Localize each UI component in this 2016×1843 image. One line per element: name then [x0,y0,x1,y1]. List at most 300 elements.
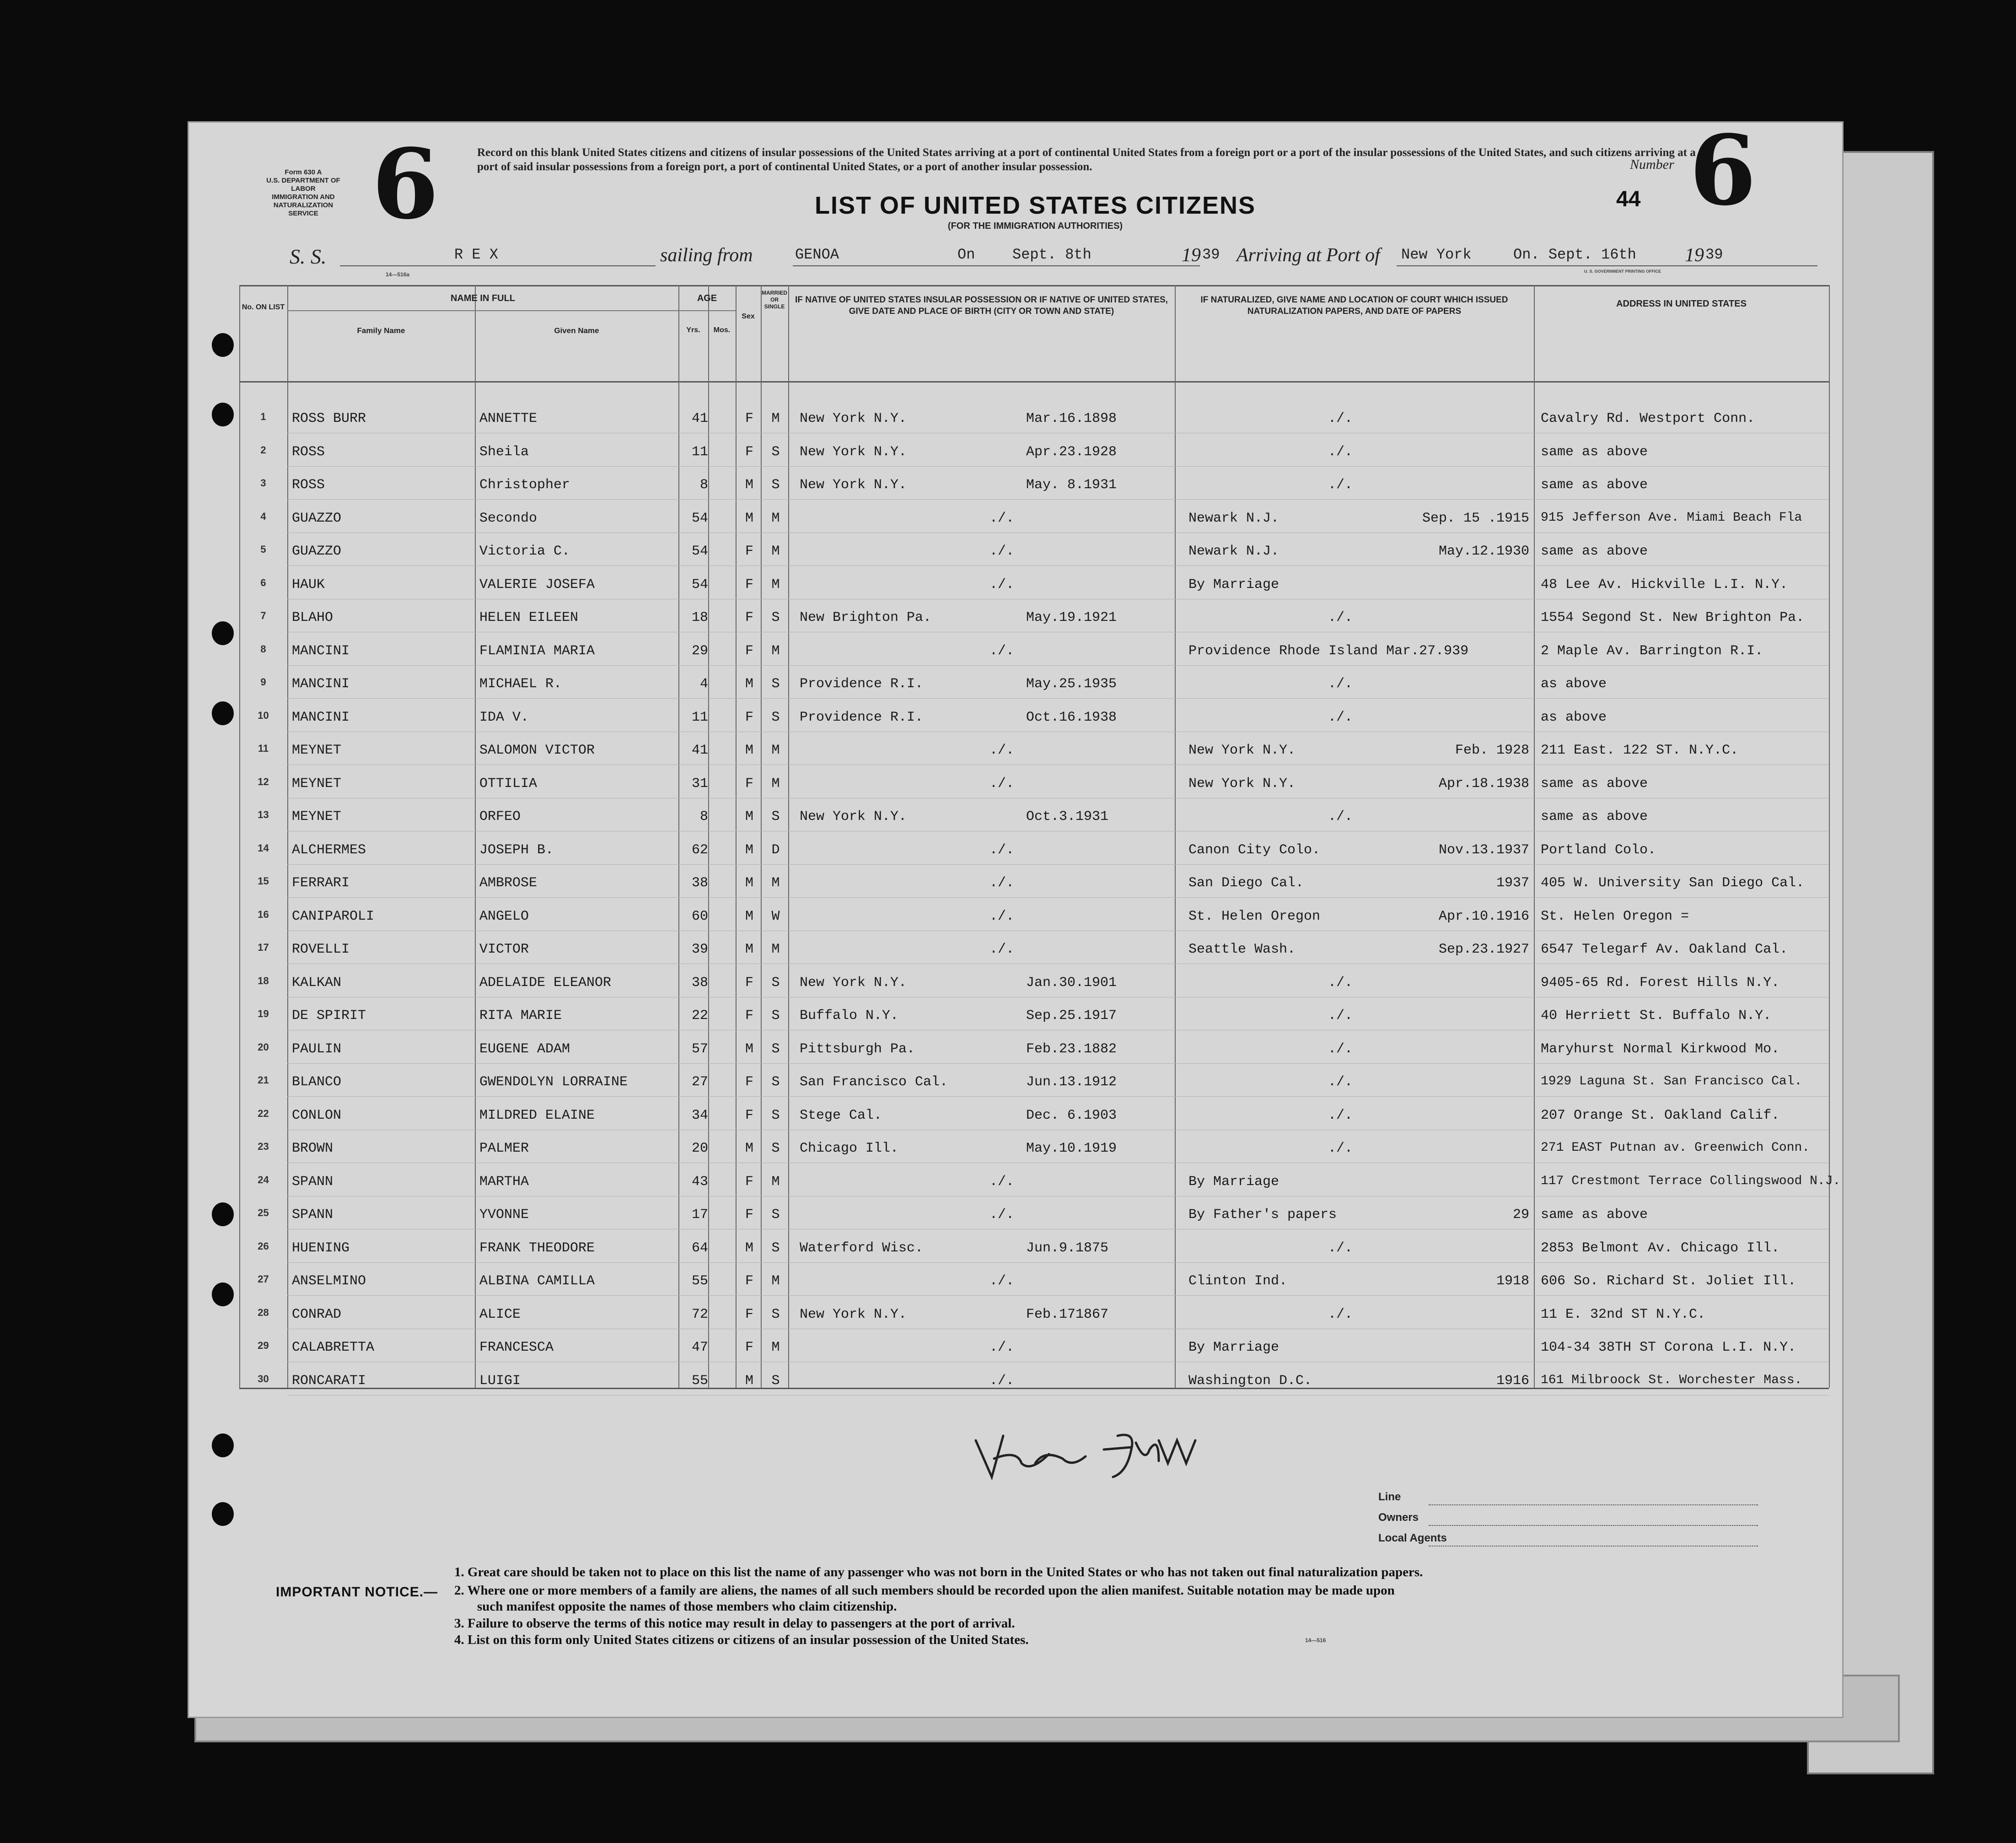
sex: M [745,510,753,526]
sheet-number: 44 [1616,187,1641,211]
header-naturalized: IF NATURALIZED, GIVE NAME AND LOCATION OF COURT WHICH ISSUED NATURALIZATION PAPERS, AND DATE OF PAPERS [1200,295,1508,316]
notice-2: 2. Where one or more members of a family are aliens, the names of all such members should be recorded upon the alien manifest. Suitable notation may be made upon [454,1583,1395,1598]
row-number: 13 [258,809,269,820]
marital-status: S [771,1008,780,1024]
naturalization-court: ./. [1328,975,1353,991]
given-name: HELEN EILEEN [479,610,579,625]
row-number: 19 [258,1008,269,1019]
age-years: 43 [691,1174,708,1190]
row-number: 10 [258,709,269,721]
naturalization-date: Apr.18.1938 [1438,776,1529,792]
birth-place: New Brighton Pa. [800,610,932,625]
big-number-right: 6 [1689,114,1757,227]
owners-label: Owners [1378,1511,1419,1524]
row-number: 15 [258,875,269,887]
sex: M [745,1141,753,1156]
age-years: 38 [691,875,708,891]
table-row [239,1041,1829,1062]
marital-status: M [771,776,780,792]
marital-status: M [771,1340,780,1355]
naturalization-court: ./. [1328,809,1353,824]
birth-place: ./. [989,643,1015,659]
birth-place: ./. [989,842,1015,858]
arrival-port: New York [1401,246,1472,263]
naturalization-court: ./. [1328,1306,1353,1322]
naturalization-court: By Marriage [1188,1174,1279,1190]
family-name: MANCINI [292,709,350,725]
marital-status: M [771,1273,780,1289]
address: 161 Milbroock St. Worchester Mass. [1541,1373,1802,1387]
row-number: 29 [258,1340,269,1351]
address: as above [1541,709,1607,725]
naturalization-court: ./. [1328,1240,1353,1256]
family-name: ANSELMINO [292,1273,366,1289]
birth-date: May. 8.1931 [1026,477,1117,493]
family-name: SPANN [292,1174,333,1190]
marital-status: M [771,510,780,526]
given-name: MILDRED ELAINE [479,1107,595,1123]
row-number: 18 [258,975,269,986]
birth-date: Oct.3.1931 [1026,809,1109,824]
arrival-year: 39 [1705,246,1723,263]
arrival-year-prefix: 19 [1685,245,1704,266]
age-years: 60 [691,908,708,924]
row-number: 11 [258,743,269,754]
department-name: U.S. DEPARTMENT OF LABOR [266,177,340,193]
given-name: ALICE [479,1306,521,1322]
sex: F [745,1340,753,1355]
given-name: JOSEPH B. [479,842,554,858]
address: 1554 Segond St. New Brighton Pa. [1541,610,1805,625]
address: 6547 Telegarf Av. Oakland Cal. [1541,942,1788,957]
naturalization-court: ./. [1328,1107,1353,1123]
naturalization-court: ./. [1328,411,1353,426]
birth-date: May.19.1921 [1026,610,1117,625]
given-name: PALMER [479,1141,529,1156]
family-name: BLAHO [292,610,333,625]
birth-place: ./. [989,544,1015,559]
address: 211 East. 122 ST. N.Y.C. [1541,743,1739,758]
age-years: 54 [691,577,708,593]
form-number: Form 630 A [285,168,322,176]
address: same as above [1541,444,1648,460]
age-years: 4 [699,676,708,692]
address: 606 So. Richard St. Joliet Ill. [1541,1273,1796,1289]
age-years: 20 [691,1141,708,1156]
row-number: 28 [258,1306,269,1318]
family-name: GUAZZO [292,510,342,526]
punch-hole-4 [212,701,234,725]
sex: M [745,1041,753,1057]
age-years: 72 [691,1306,708,1322]
birth-place: Stege Cal. [800,1107,882,1123]
sex: F [745,1174,753,1190]
sex: F [745,444,753,460]
table-row [239,643,1829,663]
age-years: 41 [691,411,708,426]
punch-hole-5 [212,1202,234,1226]
marital-status: M [771,875,780,891]
given-name: EUGENE ADAM [479,1041,570,1057]
address: 915 Jefferson Ave. Miami Beach Fla [1541,510,1802,525]
table-row [239,743,1829,763]
table-row [239,975,1829,995]
birth-date: Feb.23.1882 [1026,1041,1117,1057]
table-row [239,610,1829,630]
naturalization-court: ./. [1328,1008,1353,1024]
notice-3: 3. Failure to observe the terms of this notice may result in delay to passengers at the port of arrival. [454,1616,1015,1631]
family-name: CONLON [292,1107,342,1123]
marital-status: M [771,544,780,559]
punch-hole-2 [212,403,234,426]
header-family-name: Family Name [357,326,405,335]
naturalization-court: ./. [1328,709,1353,725]
age-years: 54 [691,544,708,559]
marital-status: S [771,1207,780,1223]
row-number: 5 [260,544,266,555]
clerk-signature [967,1422,1204,1495]
age-years: 8 [699,477,708,493]
sex: F [745,1207,753,1223]
family-name: FERRARI [292,875,350,891]
naturalization-date: 1916 [1496,1373,1529,1389]
given-name: MARTHA [479,1174,529,1190]
birth-place: ./. [989,1207,1015,1223]
marital-status: W [771,908,780,924]
row-number: 27 [258,1273,269,1285]
age-years: 34 [691,1107,708,1123]
service-name-1: IMMIGRATION AND [272,193,335,201]
birth-date: Feb.171867 [1026,1306,1109,1322]
family-name: ROSS [292,477,325,493]
table-row [239,942,1829,962]
header-address: ADDRESS IN UNITED STATES [1616,299,1747,309]
form-identifier [262,168,344,218]
given-name: GWENDOLYN LORRAINE [479,1074,628,1090]
age-years: 47 [691,1340,708,1355]
family-name: HUENING [292,1240,350,1256]
punch-hole-3 [212,621,234,645]
given-name: ANNETTE [479,411,538,426]
sex: M [745,942,753,957]
naturalization-date: May.12.1930 [1438,544,1529,559]
table-row [239,776,1829,796]
print-code-top: 14—516a [386,271,410,278]
marital-status: M [771,743,780,758]
arrival-date: On. Sept. 16th [1513,246,1636,263]
given-name: ANGELO [479,908,529,924]
age-years: 8 [699,809,708,824]
sex: F [745,544,753,559]
naturalization-date: Feb. 1928 [1455,743,1529,758]
row-number: 12 [258,776,269,787]
marital-status: S [771,709,780,725]
marital-status: M [771,942,780,957]
row-number: 7 [260,610,266,621]
given-name: VALERIE JOSEFA [479,577,595,593]
given-name: IDA V. [479,709,529,725]
family-name: ROSS [292,444,325,460]
birth-place: ./. [989,1273,1015,1289]
naturalization-court: Seattle Wash. [1188,942,1296,957]
marital-status: S [771,975,780,991]
sex: M [745,875,753,891]
birth-place: New York N.Y. [800,1306,907,1322]
table-row [239,1008,1829,1028]
age-years: 55 [691,1273,708,1289]
given-name: OTTILIA [479,776,538,792]
family-name: ROVELLI [292,942,350,957]
birth-place: ./. [989,577,1015,593]
birth-date: Jun.9.1875 [1026,1240,1109,1256]
address: St. Helen Oregon = [1541,908,1689,924]
address: 405 W. University San Diego Cal. [1541,875,1805,891]
naturalization-court: San Diego Cal. [1188,875,1304,891]
line-label: Line [1378,1491,1401,1503]
departure-date: Sept. 8th [1012,246,1091,263]
row-number: 26 [258,1240,269,1252]
row-number: 25 [258,1207,269,1218]
address: 271 EAST Putnan av. Greenwich Conn. [1541,1141,1810,1155]
table-row [239,577,1829,597]
marital-status: S [771,1074,780,1090]
given-name: Sheila [479,444,529,460]
table-row [239,1373,1829,1393]
birth-place: Providence R.I. [800,676,924,692]
marital-status: S [771,809,780,824]
naturalization-court: Newark N.J. [1188,544,1279,559]
address: 207 Orange St. Oakland Calif. [1541,1107,1780,1123]
given-name: ADELAIDE ELEANOR [479,975,612,991]
marital-status: S [771,1373,780,1389]
row-number: 23 [258,1141,269,1152]
family-name: MEYNET [292,743,342,758]
table-row [239,1240,1829,1261]
given-name: FRANCESCA [479,1340,554,1355]
birth-place: ./. [989,510,1015,526]
birth-place: New York N.Y. [800,975,907,991]
table-row [239,544,1829,564]
table-row [239,1141,1829,1161]
header-name-in-full: NAME IN FULL [450,293,516,303]
given-name: YVONNE [479,1207,529,1223]
birth-place: ./. [989,776,1015,792]
sex: F [745,610,753,625]
on-label: On [957,246,975,263]
sex: F [745,411,753,426]
address: 40 Herriett St. Buffalo N.Y. [1541,1008,1772,1024]
sex: F [745,1107,753,1123]
header-given-name: Given Name [554,326,599,335]
sex: M [745,1240,753,1256]
departure-port: GENOA [795,246,839,263]
family-name: CANIPAROLI [292,908,375,924]
birth-place: ./. [989,1340,1015,1355]
big-number-left: 6 [372,128,439,241]
family-name: CONRAD [292,1306,342,1322]
birth-place: Pittsburgh Pa. [800,1041,915,1057]
marital-status: S [771,1107,780,1123]
birth-date: Apr.23.1928 [1026,444,1117,460]
row-number: 16 [258,908,269,920]
punch-hole-8 [212,1502,234,1526]
marital-status: S [771,1240,780,1256]
family-name: MEYNET [292,809,342,824]
naturalization-court: Providence Rhode Island Mar.27.939 [1188,643,1469,659]
address: same as above [1541,477,1648,493]
given-name: RITA MARIE [479,1008,562,1024]
age-years: 62 [691,842,708,858]
family-name: SPANN [292,1207,333,1223]
address: 2853 Belmont Av. Chicago Ill. [1541,1240,1780,1256]
age-years: 22 [691,1008,708,1024]
address: 104-34 38TH ST Corona L.I. N.Y. [1541,1340,1796,1355]
naturalization-date: Sep. 15 .1915 [1422,510,1529,526]
intro-text: Record on this blank United States citizens and citizens of insular possessions of the United States arriving at a port of continental United States from a foreign port or a port of the insular possessions of the United States, and such citizens arriving at a port of said insular possessions from a foreign port, a port of continental United States, or a port of another insular possession. [477,146,1696,173]
sex: F [745,1008,753,1024]
family-name: MEYNET [292,776,342,792]
address: Cavalry Rd. Westport Conn. [1541,411,1755,426]
age-years: 57 [691,1041,708,1057]
sex: F [745,776,753,792]
address: same as above [1541,809,1648,824]
address: as above [1541,676,1607,692]
punch-hole-6 [212,1283,234,1306]
table-row [239,511,1829,531]
given-name: AMBROSE [479,875,538,891]
given-name: ALBINA CAMILLA [479,1273,595,1289]
marital-status: M [771,577,780,593]
given-name: Secondo [479,510,538,526]
address: same as above [1541,1207,1648,1223]
birth-place: New York N.Y. [800,411,907,426]
address: same as above [1541,776,1648,792]
notice-1: 1. Great care should be taken not to place on this list the name of any passenger who was not born in the United States or who has not taken out final naturalization papers. [454,1565,1423,1579]
sex: M [745,477,753,493]
age-years: 11 [691,709,708,725]
table-row [239,875,1829,895]
row-number: 2 [260,444,266,456]
table-row [239,1074,1829,1094]
family-name: BLANCO [292,1074,342,1090]
header-mos: Mos. [713,326,731,334]
age-years: 17 [691,1207,708,1223]
naturalization-court: ./. [1328,444,1353,460]
sex: F [745,975,753,991]
age-years: 27 [691,1074,708,1090]
row-number: 21 [258,1074,269,1086]
family-name: HAUK [292,577,325,593]
sex: M [745,809,753,824]
table-row [239,1207,1829,1227]
row-number: 3 [260,477,266,489]
family-name: DE SPIRIT [292,1008,366,1024]
address: 9405-65 Rd. Forest Hills N.Y. [1541,975,1780,991]
naturalization-date: Apr.10.1916 [1438,908,1529,924]
age-years: 41 [691,743,708,758]
naturalization-court: Canon City Colo. [1188,842,1321,858]
sex: F [745,1074,753,1090]
arriving-label: Arriving at Port of [1236,245,1380,266]
address: 1929 Laguna St. San Francisco Cal. [1541,1074,1802,1089]
punch-hole-7 [212,1433,234,1457]
marital-status: M [771,411,780,426]
naturalization-date: Sep.23.1927 [1438,942,1529,957]
naturalization-court: Newark N.J. [1188,510,1279,526]
naturalization-court: ./. [1328,1141,1353,1156]
marital-status: D [771,842,780,858]
page-subtitle: (FOR THE IMMIGRATION AUTHORITIES) [947,221,1123,231]
birth-date: Sep.25.1917 [1026,1008,1117,1024]
row-number: 22 [258,1107,269,1119]
row-number: 30 [258,1373,269,1385]
table-row [239,1174,1841,1194]
voyage-line [189,242,1817,269]
table-row [239,809,1829,829]
sex: M [745,842,753,858]
birth-place: New York N.Y. [800,444,907,460]
table-row [239,1340,1829,1360]
birth-place: Buffalo N.Y. [800,1008,899,1024]
age-years: 64 [691,1240,708,1256]
marital-status: S [771,477,780,493]
print-code-gpo: U. S. GOVERNMENT PRINTING OFFICE [1584,269,1661,274]
header-birth: IF NATIVE OF UNITED STATES INSULAR POSSESSION OR IF NATIVE OF UNITED STATES, GIVE DATE AND PLACE OF BIRTH (CITY OR TOWN AND STATE) [795,295,1168,316]
address: Portland Colo. [1541,842,1656,858]
family-name: GUAZZO [292,544,342,559]
birth-place: New York N.Y. [800,477,907,493]
birth-place: ./. [989,1373,1015,1389]
birth-date: Oct.16.1938 [1026,709,1117,725]
notice-4: 4. List on this form only United States citizens or citizens of an insular possession of the United States. [454,1633,1029,1647]
naturalization-court: St. Helen Oregon [1188,908,1321,924]
birth-date: Jun.13.1912 [1026,1074,1117,1090]
family-name: CALABRETTA [292,1340,375,1355]
local-agents-label: Local Agents [1378,1532,1447,1544]
address: same as above [1541,544,1648,559]
age-years: 54 [691,510,708,526]
naturalization-date: 1937 [1496,875,1529,891]
row-number: 8 [260,643,266,655]
table-row [239,842,1829,862]
sex: M [745,1373,753,1389]
naturalization-date: 29 [1512,1207,1529,1223]
family-name: MANCINI [292,643,350,659]
naturalization-court: ./. [1328,1041,1353,1057]
birth-place: ./. [989,875,1015,891]
table-row [239,444,1829,464]
header-age: AGE [697,293,717,303]
age-years: 39 [691,942,708,957]
sex: M [745,676,753,692]
row-number: 17 [258,942,269,953]
row-number: 20 [258,1041,269,1053]
birth-date: Dec. 6.1903 [1026,1107,1117,1123]
sex: F [745,643,753,659]
age-years: 29 [691,643,708,659]
table-row [239,676,1829,696]
given-name: SALOMON VICTOR [479,743,595,758]
address: 48 Lee Av. Hickville L.I. N.Y. [1541,577,1788,593]
birth-place: Providence R.I. [800,709,924,725]
family-name: BROWN [292,1141,333,1156]
notice-2-cont: such manifest opposite the names of those members who claim citizenship. [477,1599,897,1614]
age-years: 31 [691,776,708,792]
naturalization-court: ./. [1328,1074,1353,1090]
address: 2 Maple Av. Barrington R.I. [1541,643,1763,659]
age-years: 55 [691,1373,708,1389]
sailing-label: sailing from [660,245,753,266]
